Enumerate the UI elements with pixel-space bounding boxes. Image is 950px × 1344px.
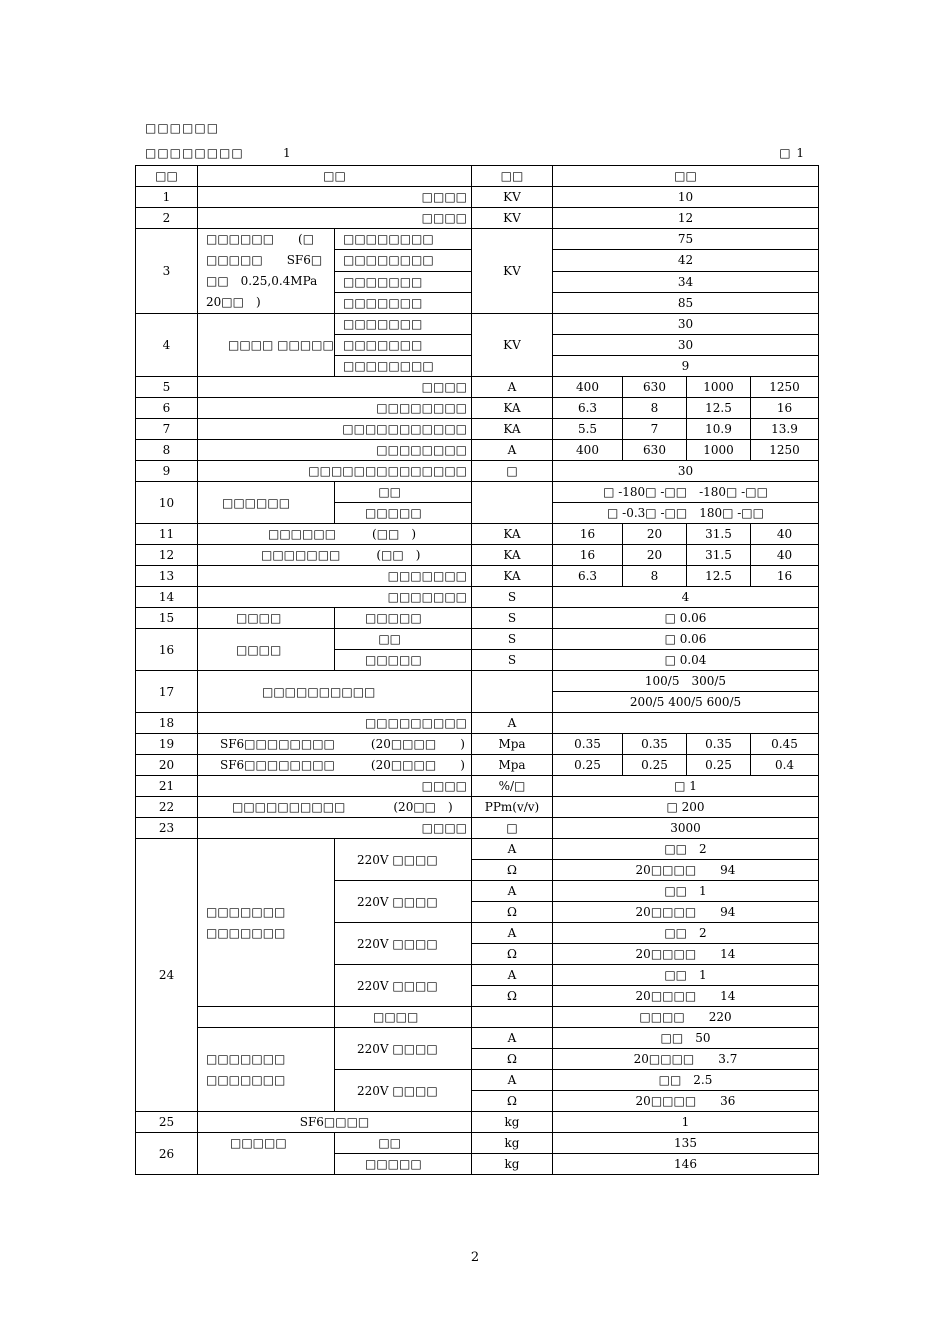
table-header-row <box>136 166 819 187</box>
col-header-item: □□ <box>198 166 472 187</box>
row-value: □ 0.06 <box>553 608 819 629</box>
row-no: 20 <box>136 755 198 776</box>
row-value: 16 <box>553 545 623 566</box>
row-no: 6 <box>136 398 198 419</box>
table-row <box>136 1133 819 1154</box>
row-unit: KA <box>472 545 553 566</box>
table-row <box>136 482 819 503</box>
spec-table <box>135 165 819 1175</box>
row-subname: □□□□□□□ <box>335 292 472 313</box>
row-subname: □□□□ <box>335 1007 472 1028</box>
table-row <box>136 671 819 692</box>
row-value: 0.25 <box>687 755 751 776</box>
table-row <box>136 1028 819 1049</box>
row-no: 21 <box>136 776 198 797</box>
row-unit: KA <box>472 566 553 587</box>
row-unit: A <box>472 839 553 860</box>
table-row <box>136 734 819 755</box>
row-name: □□□□□□□□□□□ <box>198 419 472 440</box>
row-value: 20□□□□ 3.7 <box>553 1049 819 1070</box>
row-name: □□□□ <box>198 629 335 671</box>
row-value: □□ 50 <box>553 1028 819 1049</box>
row-name <box>198 1007 335 1028</box>
row-unit: A <box>472 1070 553 1091</box>
table-row <box>136 1112 819 1133</box>
row-unit: A <box>472 965 553 986</box>
row-value: 20□□□□ 94 <box>553 902 819 923</box>
table-row <box>136 566 819 587</box>
row-value: □ 0.06 <box>553 629 819 650</box>
row-value: 9 <box>553 356 819 377</box>
row-value: 1 <box>553 1112 819 1133</box>
row-value: 40 <box>751 524 819 545</box>
row-value: 85 <box>553 292 819 313</box>
row-unit: S <box>472 629 553 650</box>
row-name: □□□□□□□□□ <box>198 713 472 734</box>
row-no: 17 <box>136 671 198 713</box>
row-value: 400 <box>553 377 623 398</box>
row-unit: kg <box>472 1112 553 1133</box>
row-value: 31.5 <box>687 524 751 545</box>
table-caption-label: □□□□□□□□ <box>145 146 244 160</box>
row-value: 20□□□□ 36 <box>553 1091 819 1112</box>
row-unit: A <box>472 377 553 398</box>
table-row <box>136 524 819 545</box>
row-no: 16 <box>136 629 198 671</box>
row-unit: Ω <box>472 860 553 881</box>
row-value: □ 200 <box>553 797 819 818</box>
row-value: 1000 <box>687 440 751 461</box>
row-value: 20□□□□ 14 <box>553 944 819 965</box>
row-no: 26 <box>136 1133 198 1175</box>
row-value: 0.35 <box>623 734 687 755</box>
row-name: □□□□□□□□ <box>198 398 472 419</box>
row-no: 3 <box>136 229 198 314</box>
row-subname: □□□□□ <box>335 608 472 629</box>
table-row <box>136 440 819 461</box>
row-no: 14 <box>136 587 198 608</box>
row-name: SF6□□□□□□□□ (20□□□□ ) <box>198 734 472 755</box>
row-unit <box>472 482 553 524</box>
row-value: □□□□ 220 <box>553 1007 819 1028</box>
row-value: 1000 <box>687 377 751 398</box>
row-value: 30 <box>553 314 819 335</box>
table-row <box>136 1007 819 1028</box>
col-header-unit: □□ <box>472 166 553 187</box>
table-caption-number: 1 <box>283 146 292 160</box>
col-header-no: □□ <box>136 166 198 187</box>
row-unit: %/□ <box>472 776 553 797</box>
row-subname: □□□□□ <box>335 503 472 524</box>
row-value <box>553 713 819 734</box>
row-value: □ -0.3□ -□□ 180□ -□□ <box>553 503 819 524</box>
row-value: □□ 2 <box>553 839 819 860</box>
row-unit: □ <box>472 461 553 482</box>
row-no: 11 <box>136 524 198 545</box>
row-name: □□□□□□□ <box>198 566 472 587</box>
row-value: 20 <box>623 545 687 566</box>
row-name: □□□□ <box>198 776 472 797</box>
row-unit: S <box>472 650 553 671</box>
row-name: □□□□ <box>198 187 472 208</box>
row-value: 12.5 <box>687 566 751 587</box>
row-value: □□ 1 <box>553 881 819 902</box>
row-value: 20 <box>623 524 687 545</box>
row-no: 4 <box>136 314 198 377</box>
row-subname: □□□□□□□□ <box>335 356 472 377</box>
row-unit: KV <box>472 208 553 229</box>
row-unit: KA <box>472 419 553 440</box>
row-no: 7 <box>136 419 198 440</box>
row-value: 20□□□□ 94 <box>553 860 819 881</box>
row-subname: 220V □□□□ <box>335 881 472 923</box>
row-unit: KV <box>472 314 553 377</box>
row-value: 7 <box>623 419 687 440</box>
row-no: 18 <box>136 713 198 734</box>
row-subname: 220V □□□□ <box>335 923 472 965</box>
row-no: 8 <box>136 440 198 461</box>
row-name: □□□□□ <box>198 1133 335 1175</box>
table-row <box>136 797 819 818</box>
row-name: □□□□□□ <box>198 482 335 524</box>
row-value: □□ 2.5 <box>553 1070 819 1091</box>
row-value: 0.35 <box>553 734 623 755</box>
table-row <box>136 755 819 776</box>
row-unit: kg <box>472 1133 553 1154</box>
row-value: □ 1 <box>553 776 819 797</box>
row-value: 1250 <box>751 440 819 461</box>
row-unit: PPm(v/v) <box>472 797 553 818</box>
row-unit: S <box>472 608 553 629</box>
row-value: 30 <box>553 335 819 356</box>
row-subname: □□□□□□□ <box>335 314 472 335</box>
row-unit: kg <box>472 1154 553 1175</box>
table-row <box>136 818 819 839</box>
row-value: 630 <box>623 377 687 398</box>
table-row <box>136 208 819 229</box>
row-unit: KA <box>472 398 553 419</box>
row-unit <box>472 671 553 713</box>
row-unit: A <box>472 440 553 461</box>
table-row <box>136 461 819 482</box>
row-no: 5 <box>136 377 198 398</box>
table-row <box>136 629 819 650</box>
row-value: 12.5 <box>687 398 751 419</box>
row-value: 0.4 <box>751 755 819 776</box>
row-unit: S <box>472 587 553 608</box>
row-name: □□□□□□□□□□ (20□□ ) <box>198 797 472 818</box>
row-unit: A <box>472 1028 553 1049</box>
row-no: 15 <box>136 608 198 629</box>
row-unit: Ω <box>472 986 553 1007</box>
row-value: 1250 <box>751 377 819 398</box>
row-name: □□□□□□□□□□ <box>198 671 472 713</box>
row-unit: Ω <box>472 1049 553 1070</box>
row-subname: 220V □□□□ <box>335 839 472 881</box>
row-unit: KA <box>472 524 553 545</box>
row-value: 10.9 <box>687 419 751 440</box>
row-unit: A <box>472 923 553 944</box>
row-unit: Ω <box>472 902 553 923</box>
row-value: □□ 2 <box>553 923 819 944</box>
row-unit: □ <box>472 818 553 839</box>
table-row <box>136 776 819 797</box>
row-subname: 220V □□□□ <box>335 1070 472 1112</box>
row-subname: □□ <box>335 629 472 650</box>
row-subname: □□□□□□□□ <box>335 229 472 250</box>
row-value: 0.45 <box>751 734 819 755</box>
row-unit: A <box>472 881 553 902</box>
row-value: 4 <box>553 587 819 608</box>
row-no: 2 <box>136 208 198 229</box>
row-unit: Ω <box>472 944 553 965</box>
row-value: 100/5 300/5 <box>553 671 819 692</box>
row-name: □□□□□□□□ <box>198 440 472 461</box>
page-number: 2 <box>470 1250 480 1265</box>
row-value: 3000 <box>553 818 819 839</box>
table-row <box>136 545 819 566</box>
row-value: 8 <box>623 566 687 587</box>
row-unit: Mpa <box>472 734 553 755</box>
row-subname: □□□□□□□ <box>335 335 472 356</box>
row-value: 400 <box>553 440 623 461</box>
row-no: 10 <box>136 482 198 524</box>
row-unit <box>472 1007 553 1028</box>
table-row <box>136 713 819 734</box>
row-no: 22 <box>136 797 198 818</box>
row-value: 135 <box>553 1133 819 1154</box>
row-value: 34 <box>553 271 819 292</box>
row-unit: Mpa <box>472 755 553 776</box>
row-name: □□□□ <box>198 818 472 839</box>
row-no: 12 <box>136 545 198 566</box>
row-value: 10 <box>553 187 819 208</box>
row-value: 75 <box>553 229 819 250</box>
table-row <box>136 587 819 608</box>
table-row <box>136 187 819 208</box>
table-caption-right: □ 1 <box>779 146 805 160</box>
row-no: 1 <box>136 187 198 208</box>
row-unit: Ω <box>472 1091 553 1112</box>
row-value: 0.25 <box>553 755 623 776</box>
row-name: □□□□ <box>198 208 472 229</box>
row-value: 13.9 <box>751 419 819 440</box>
row-name: □□□□ <box>198 377 472 398</box>
row-value: 200/5 400/5 600/5 <box>553 692 819 713</box>
row-name: □□□□ □□□□□ <box>198 314 335 377</box>
row-subname: □□□□□ <box>335 650 472 671</box>
row-subname: □□ <box>335 1133 472 1154</box>
row-subname: □□□□□□□ <box>335 271 472 292</box>
table-row <box>136 398 819 419</box>
row-name: □□□□□□□ □□□□□□□ <box>198 1028 335 1112</box>
row-value: 40 <box>751 545 819 566</box>
row-value: 0.25 <box>623 755 687 776</box>
row-name: □□□□□□□ □□□□□□□ <box>198 839 335 1007</box>
row-no: 19 <box>136 734 198 755</box>
row-value: □ 0.04 <box>553 650 819 671</box>
row-subname: □□□□□ <box>335 1154 472 1175</box>
table-caption <box>145 146 805 160</box>
row-value: 146 <box>553 1154 819 1175</box>
row-subname: □□ <box>335 482 472 503</box>
doc-heading: □□□□□□ <box>145 121 220 135</box>
row-value: □□ 1 <box>553 965 819 986</box>
row-no: 13 <box>136 566 198 587</box>
row-name: □□□□□□ (□□ ) <box>198 524 472 545</box>
row-value: 0.35 <box>687 734 751 755</box>
row-subname: □□□□□□□□ <box>335 250 472 271</box>
col-header-value: □□ <box>553 166 819 187</box>
row-no: 9 <box>136 461 198 482</box>
row-value: 30 <box>553 461 819 482</box>
row-no: 23 <box>136 818 198 839</box>
row-subname: 220V □□□□ <box>335 1028 472 1070</box>
row-value: 630 <box>623 440 687 461</box>
row-name: SF6□□□□ <box>198 1112 472 1133</box>
row-value: 5.5 <box>553 419 623 440</box>
row-unit: A <box>472 713 553 734</box>
table-row <box>136 377 819 398</box>
row-name: □□□□□□□□□□□□□□ <box>198 461 472 482</box>
row-value: 16 <box>751 398 819 419</box>
row-unit: KV <box>472 187 553 208</box>
row-value: 31.5 <box>687 545 751 566</box>
row-name: □□□□□□ (□ □□□□□ SF6□ □□ 0.25,0.4MPa 20□□ ) <box>198 229 335 314</box>
row-value: 6.3 <box>553 398 623 419</box>
table-row <box>136 314 819 335</box>
row-value: 16 <box>553 524 623 545</box>
row-no: 25 <box>136 1112 198 1133</box>
row-value: 12 <box>553 208 819 229</box>
row-name: □□□□□□□ <box>198 587 472 608</box>
row-value: 20□□□□ 14 <box>553 986 819 1007</box>
row-value: 42 <box>553 250 819 271</box>
table-row <box>136 839 819 860</box>
table-row <box>136 608 819 629</box>
row-no: 24 <box>136 839 198 1112</box>
row-value: 6.3 <box>553 566 623 587</box>
row-value: 16 <box>751 566 819 587</box>
row-name: □□□□ <box>198 608 335 629</box>
table-row <box>136 419 819 440</box>
row-value: 8 <box>623 398 687 419</box>
row-unit: KV <box>472 229 553 314</box>
row-subname: 220V □□□□ <box>335 965 472 1007</box>
row-name: □□□□□□□ (□□ ) <box>198 545 472 566</box>
row-name: SF6□□□□□□□□ (20□□□□ ) <box>198 755 472 776</box>
table-row <box>136 229 819 250</box>
row-value: □ -180□ -□□ -180□ -□□ <box>553 482 819 503</box>
